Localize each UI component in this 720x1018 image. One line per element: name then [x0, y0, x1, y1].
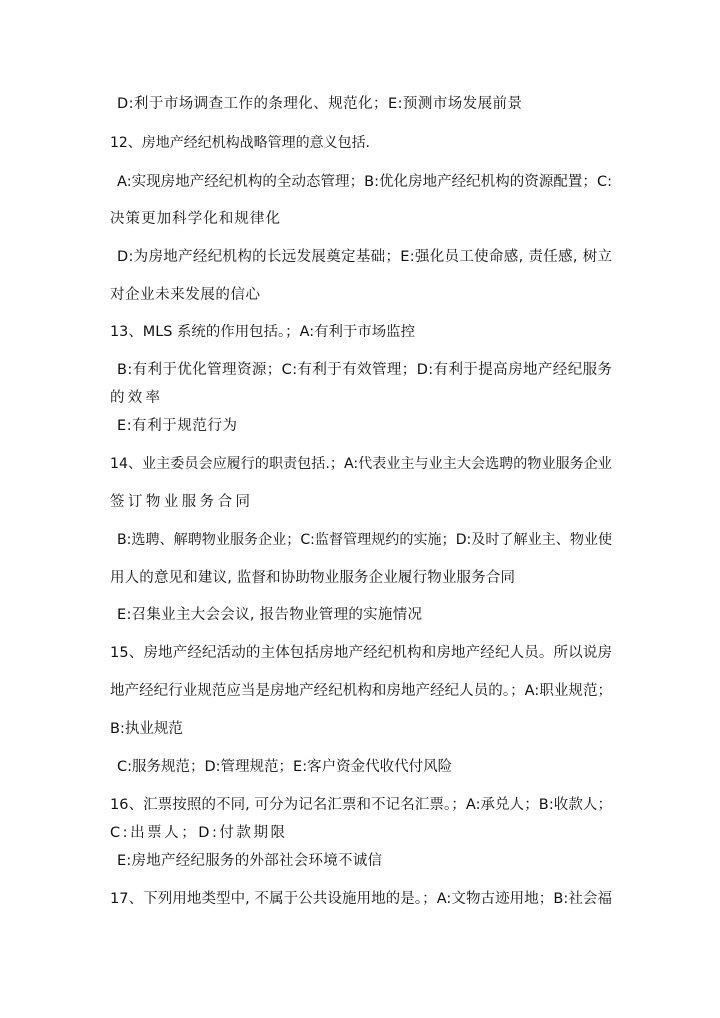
text-line: D:利于市场调查工作的条理化、规范化；E:预测市场发展前景	[117, 96, 523, 112]
question-14: 14、业主委员会应履行的职责包括.；A:代表业主与业主大会选聘的物业服务企业	[110, 456, 612, 472]
text-line: A:实现房地产经纪机构的全动态管理；B:优化房地产经纪机构的资源配置；C:	[117, 174, 613, 190]
question-12: 12、房地产经纪机构战略管理的意义包括.	[110, 135, 370, 151]
text-line: 对企业未来发展的信心	[110, 287, 261, 303]
text-line: 的效率	[110, 390, 164, 406]
question-17: 17、下列用地类型中, 不属于公共设施用地的是。；A:文物古迹用地；B:社会福	[110, 891, 613, 907]
question-15: 15、房地产经纪活动的主体包括房地产经纪机构和房地产经纪人员。所以说房	[110, 645, 613, 661]
text-line: D:为房地产经纪机构的长远发展奠定基础；E:强化员工使命感, 责任感, 树立	[117, 249, 613, 265]
question-13: 13、MLS 系统的作用包括。；A:有利于市场监控	[110, 324, 416, 340]
text-line: B:有利于优化管理资源；C:有利于有效管理；D:有利于提高房地产经纪服务	[117, 362, 613, 378]
text-line: 签订物业服务合同	[110, 494, 254, 510]
text-line: E:召集业主大会会议, 报告物业管理的实施情况	[117, 607, 423, 623]
text-line: E:有利于规范行为	[117, 418, 238, 434]
text-line: B:执业规范	[110, 721, 183, 737]
text-line: C:服务规范；D:管理规范；E:客户资金代收代付风险	[117, 759, 453, 775]
text-line: B:选聘、解聘物业服务企业；C:监督管理规约的实施；D:及时了解业主、物业使	[117, 532, 613, 548]
text-line: 决策更加科学化和规律化	[110, 211, 282, 227]
text-line: 用人的意见和建议, 监督和协助物业服务企业履行物业服务合同	[110, 570, 516, 586]
text-line: C:出票人；D:付款期限	[110, 825, 288, 841]
question-16: 16、汇票按照的不同, 可分为记名汇票和不记名汇票。；A:承兑人；B:收款人；	[110, 797, 613, 813]
text-line: 地产经纪行业规范应当是房地产经纪机构和房地产经纪人员的。；A:职业规范；	[110, 683, 613, 699]
text-line: E:房地产经纪服务的外部社会环境不诚信	[117, 853, 383, 869]
